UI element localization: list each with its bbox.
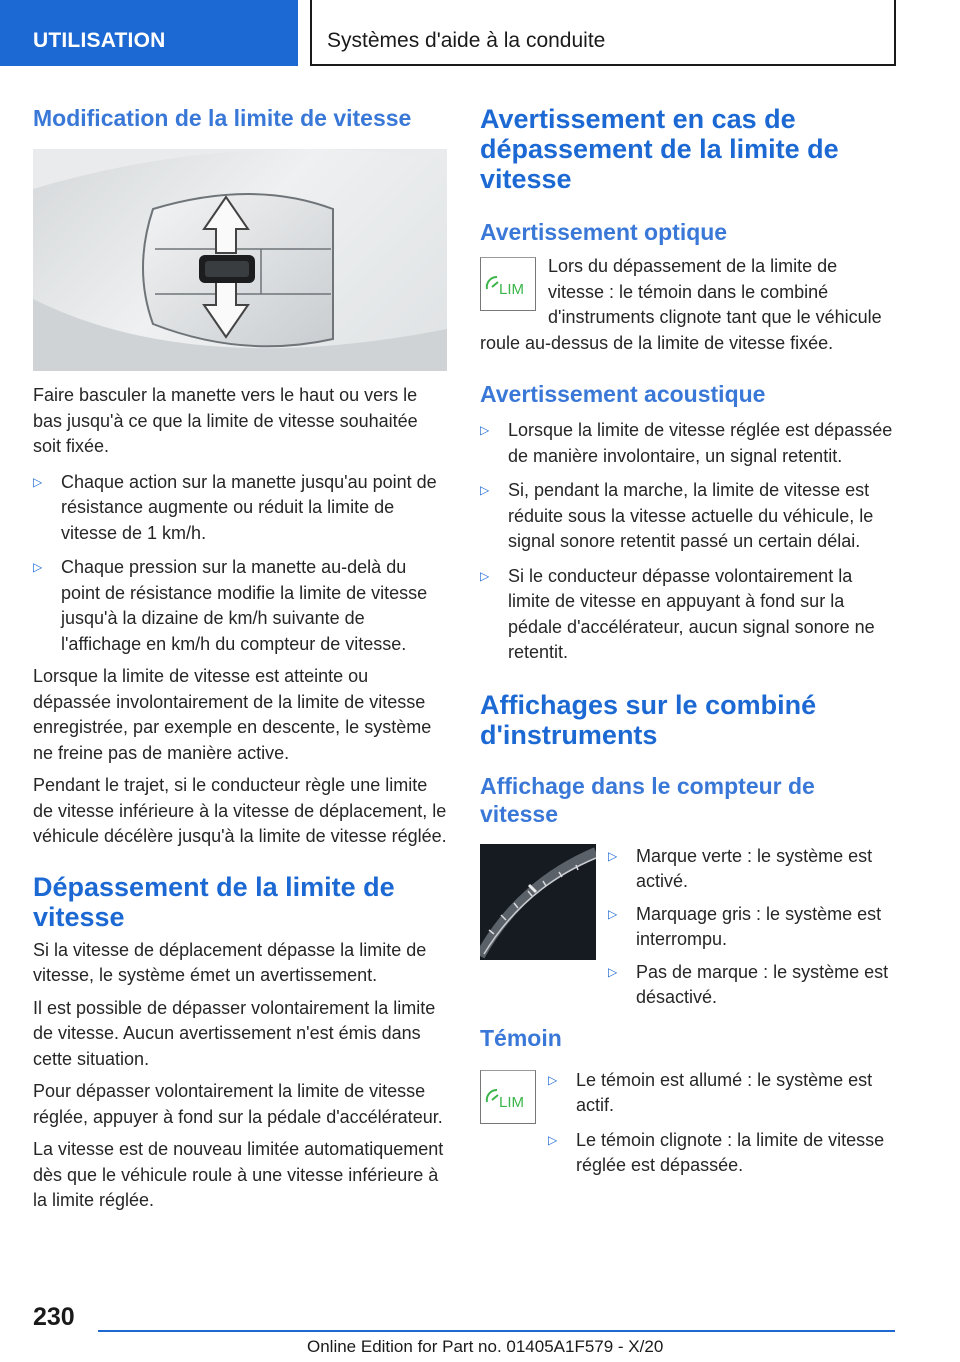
optique-block	[480, 254, 896, 356]
chapter-title: Systèmes d'aide à la conduite	[327, 29, 606, 52]
chapter-tab	[310, 0, 896, 66]
list-item: ▷ Marquage gris : le système est interrompu.	[608, 903, 882, 949]
heading-optique: Avertissement optique	[480, 219, 728, 245]
list-item: ▷ Chaque pression sur la manette au-delà du point de résistance modifie la limite de vitesse jusqu'à la dizaine de km/h suivante de l'affichage en km/h du compteur de vitesse.	[33, 557, 428, 654]
temoin-block	[480, 1068, 896, 1178]
list-item: ▷ Marque verte : le système est activé.	[608, 845, 873, 891]
lim-indicator-icon	[480, 1070, 536, 1124]
heading-avertissement: Avertissement en cas de dépassement de la limite de vitesse	[480, 104, 839, 194]
svg-text:LIM: LIM	[499, 281, 525, 298]
triangle-bullet-icon: ▷	[608, 906, 618, 921]
list-compteur	[608, 844, 896, 1011]
paragraph-automatic: La vitesse est de nouveau limitée automatiquement dès que le véhicule roule à une vitesse inférieure à la limite réglée.	[33, 1139, 444, 1210]
footer-divider	[98, 1330, 895, 1332]
list-item: ▷ Si, pendant la marche, la limite de vitesse est réduite sous la vitesse actuelle du véhicule, le signal sonore retentit passé un certain délai.	[480, 480, 874, 551]
heading-modification: Modification de la limite de vitesse	[33, 105, 412, 131]
triangle-bullet-icon: ▷	[480, 423, 490, 437]
list-item: ▷ Chaque action sur la manette jusqu'au point de résistance augmente ou réduit la limite de vitesse de 1 km/h.	[33, 471, 437, 543]
paragraph-optique: Lors du dépassement de la limite de vitesse : le témoin dans le combiné d'instruments clignote tant que le véhicule roule au-dessus de la limite de vitesse fixée.	[480, 256, 882, 353]
list-temoin	[548, 1068, 896, 1179]
edition-note: Online Edition for Part no. 01405A1F579 - X/20	[307, 1337, 664, 1356]
heading-compteur: Affichage dans le compteur de vitesse	[480, 772, 815, 827]
triangle-bullet-icon: ▷	[548, 1132, 558, 1147]
svg-text:LIM: LIM	[499, 1093, 525, 1111]
paragraph-accelerator: Pour dépasser volontairement la limite de vitesse réglée, appuyer à fond sur la pédale d'accélérateur.	[33, 1081, 443, 1127]
triangle-bullet-icon: ▷	[608, 848, 618, 863]
page-header	[0, 0, 960, 66]
section-title: UTILISATION	[33, 29, 166, 52]
triangle-bullet-icon: ▷	[33, 474, 43, 489]
right-column	[480, 100, 896, 1178]
list-item: ▷ Le témoin est allumé : le système est actif.	[548, 1069, 873, 1115]
triangle-bullet-icon: ▷	[480, 568, 490, 583]
list-acoustique	[480, 418, 896, 666]
compteur-block	[480, 844, 896, 1007]
heading-acoustique: Avertissement acoustique	[480, 381, 766, 407]
list-item: ▷ Si le conducteur dépasse volontairement la limite de vitesse en appuyant à fond sur la pédale d'accélérateur, aucun signal sonore ne retentit.	[480, 565, 875, 662]
triangle-bullet-icon: ▷	[480, 483, 490, 497]
triangle-bullet-icon: ▷	[548, 1072, 558, 1087]
paragraph-reached: Lorsque la limite de vitesse est atteinte ou dépassée involontairement de la limite de vitesse enregistrée, par exemple en descente, le système ne freine pas de manière active.	[33, 666, 432, 763]
list-adjust-steps	[33, 470, 447, 658]
list-item: ▷ Lorsque la limite de vitesse réglée est dépassée de manière involontaire, un signal retentit.	[480, 420, 893, 466]
paragraph-lower-limit: Pendant le trajet, si le conducteur règle une limite de vitesse inférieure à la vitesse de déplacement, le véhicule décélère jusqu'à la limite de vitesse réglée.	[33, 775, 447, 846]
paragraph-warning: Si la vitesse de déplacement dépasse la limite de vitesse, le système émet un avertissement.	[33, 939, 427, 985]
page-number: 230	[33, 1303, 75, 1331]
paragraph-adjust: Faire basculer la manette vers le haut ou vers le bas jusqu'à ce que la limite de vitesse souhaitée soit fixée.	[33, 385, 418, 456]
left-column	[33, 100, 447, 1214]
list-item: ▷ Pas de marque : le système est désactivé.	[608, 961, 889, 1007]
list-item: ▷ Le témoin clignote : la limite de vitesse réglée est dépassée.	[548, 1129, 885, 1175]
steering-control-illustration	[33, 149, 447, 371]
steering-wheel-control-image	[33, 149, 447, 371]
speedometer-image	[480, 844, 596, 960]
paragraph-voluntary: Il est possible de dépasser volontairement la limite de vitesse. Aucun avertissement n'est émis dans cette situation.	[33, 997, 436, 1069]
section-tab	[0, 0, 298, 66]
heading-affichages: Affichages sur le combiné d'instruments	[480, 689, 817, 750]
heading-temoin: Témoin	[480, 1024, 562, 1051]
triangle-bullet-icon: ▷	[33, 560, 43, 574]
heading-depassement: Dépassement de la limite de vitesse	[33, 871, 395, 932]
triangle-bullet-icon: ▷	[608, 964, 618, 979]
lim-warning-icon	[480, 257, 536, 311]
